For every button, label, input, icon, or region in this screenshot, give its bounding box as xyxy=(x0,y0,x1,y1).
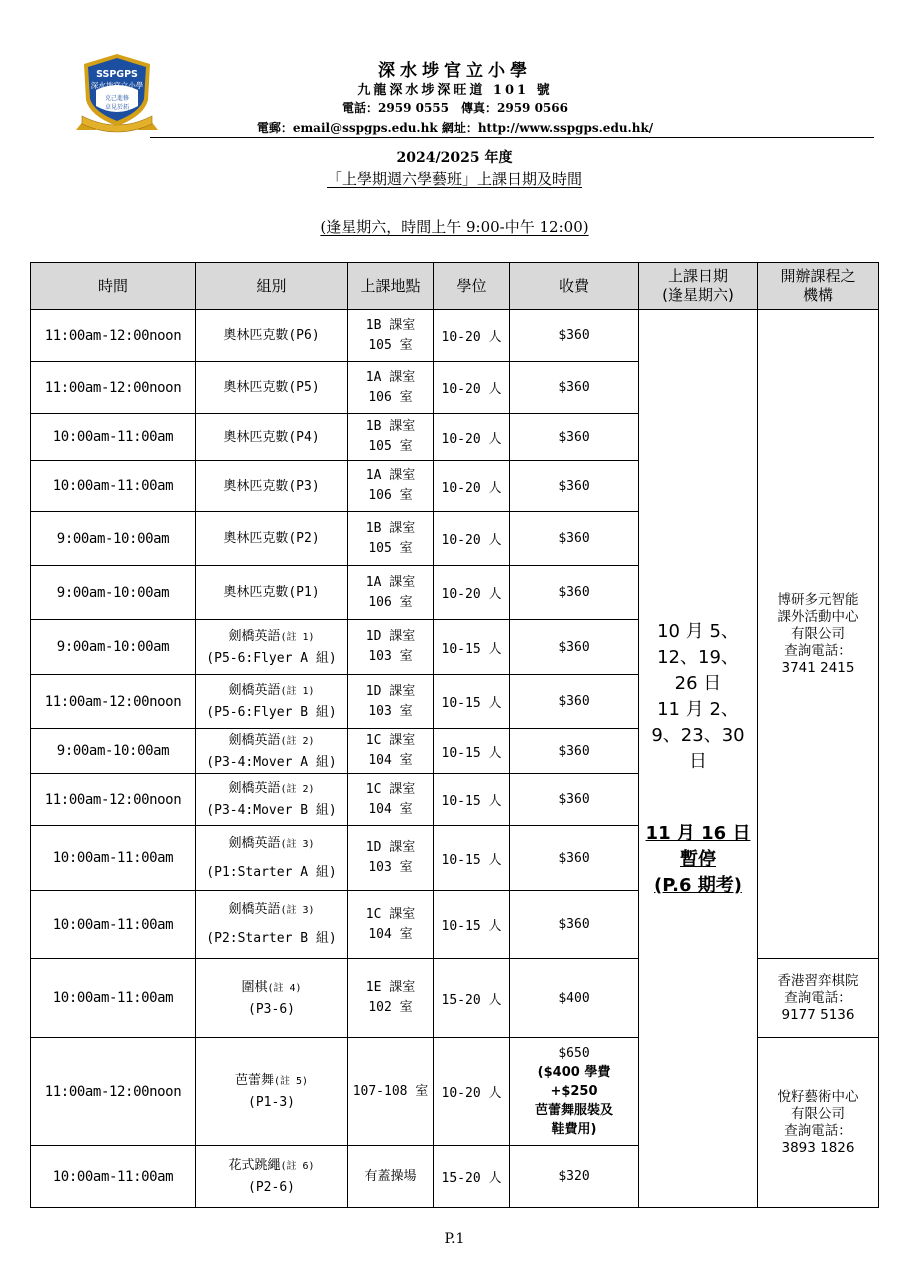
cell-group: 奧林匹克數(P2) xyxy=(196,512,348,566)
cell-location: 有蓋操場 xyxy=(348,1146,434,1208)
cell-fee: $650 ($400 學費 +$250 芭蕾舞服裝及 鞋費用) xyxy=(510,1038,639,1146)
cell-fee: $360 xyxy=(510,414,639,461)
col-header-group: 組別 xyxy=(196,263,348,310)
cell-location: 1B 課室 105 室 xyxy=(348,512,434,566)
cell-time: 10:00am-11:00am xyxy=(31,414,196,461)
col-header-time: 時間 xyxy=(31,263,196,310)
cell-places: 10-20 人 xyxy=(434,566,510,620)
cell-time: 11:00am-12:00noon xyxy=(31,1038,196,1146)
cell-group: 奧林匹克數(P6) xyxy=(196,310,348,362)
cell-fee: $360 xyxy=(510,774,639,826)
cell-fee: $360 xyxy=(510,891,639,959)
cell-places: 10-20 人 xyxy=(434,414,510,461)
cell-time: 11:00am-12:00noon xyxy=(31,774,196,826)
cell-time: 9:00am-10:00am xyxy=(31,729,196,774)
cell-places: 10-15 人 xyxy=(434,826,510,891)
cell-time: 10:00am-11:00am xyxy=(31,891,196,959)
col-header-dates: 上課日期 (逢星期六) xyxy=(639,263,758,310)
school-name: 深水埗官立小學 xyxy=(378,61,532,81)
cell-places: 10-20 人 xyxy=(434,461,510,512)
cell-time: 9:00am-10:00am xyxy=(31,620,196,675)
school-logo xyxy=(74,50,160,138)
table-row xyxy=(31,310,879,362)
cell-group: 圍棋(註 4) (P3-6) xyxy=(196,959,348,1038)
cell-location: 1C 課室 104 室 xyxy=(348,729,434,774)
cell-group: 奧林匹克數(P5) xyxy=(196,362,348,414)
organization-cell: 悅籽藝術中心 有限公司 查詢電話： 3893 1826 xyxy=(758,1038,879,1208)
cell-group: 劍橋英語(註 2) (P3-4:Mover A 組) xyxy=(196,729,348,774)
cell-fee: $360 xyxy=(510,826,639,891)
cell-time: 11:00am-12:00noon xyxy=(31,362,196,414)
cell-time: 10:00am-11:00am xyxy=(31,1146,196,1208)
cell-fee: $360 xyxy=(510,461,639,512)
cell-location: 1A 課室 106 室 xyxy=(348,362,434,414)
cell-places: 10-20 人 xyxy=(434,512,510,566)
col-header-places: 學位 xyxy=(434,263,510,310)
table-header-row xyxy=(31,263,879,310)
header-divider xyxy=(150,137,874,138)
class-dates-cell: 10 月 5、 12、19、 26 日 11 月 2、 9、23、30 日 11 月 16 日 暫停 (P.6 期考) xyxy=(639,310,758,1208)
organization-cell: 香港習弈棋院 查詢電話： 9177 5136 xyxy=(758,959,879,1038)
schedule-table xyxy=(30,262,879,1208)
cell-places: 10-20 人 xyxy=(434,1038,510,1146)
cell-group: 劍橋英語(註 2) (P3-4:Mover B 組) xyxy=(196,774,348,826)
cell-places: 10-15 人 xyxy=(434,675,510,729)
cell-places: 15-20 人 xyxy=(434,1146,510,1208)
organization-cell: 博研多元智能 課外活動中心 有限公司 查詢電話： 3741 2415 xyxy=(758,310,879,959)
cell-fee: $360 xyxy=(510,675,639,729)
cell-location: 1D 課室 103 室 xyxy=(348,675,434,729)
cell-time: 9:00am-10:00am xyxy=(31,566,196,620)
cell-group: 花式跳繩(註 6) (P2-6) xyxy=(196,1146,348,1208)
cell-places: 10-15 人 xyxy=(434,774,510,826)
cell-fee: $360 xyxy=(510,512,639,566)
cell-places: 10-20 人 xyxy=(434,310,510,362)
cell-time: 10:00am-11:00am xyxy=(31,959,196,1038)
cell-group: 奧林匹克數(P4) xyxy=(196,414,348,461)
cell-location: 1A 課室 106 室 xyxy=(348,566,434,620)
cell-places: 10-15 人 xyxy=(434,891,510,959)
col-header-location: 上課地點 xyxy=(348,263,434,310)
cell-fee: $360 xyxy=(510,566,639,620)
cell-group: 奧林匹克數(P3) xyxy=(196,461,348,512)
cell-places: 10-20 人 xyxy=(434,362,510,414)
cell-location: 1B 課室 105 室 xyxy=(348,414,434,461)
cell-fee: $360 xyxy=(510,362,639,414)
page-number: P.1 xyxy=(444,1231,465,1247)
cell-fee: $360 xyxy=(510,310,639,362)
cell-fee: $400 xyxy=(510,959,639,1038)
cell-location: 1B 課室 105 室 xyxy=(348,310,434,362)
academic-year: 2024/2025 年度 xyxy=(396,150,513,166)
document-title: 「上學期週六學藝班」上課日期及時間 xyxy=(326,170,582,188)
cell-time: 11:00am-12:00noon xyxy=(31,310,196,362)
cell-location: 1C 課室 104 室 xyxy=(348,774,434,826)
col-header-organization: 開辦課程之 機構 xyxy=(758,263,879,310)
cell-location: 1D 課室 103 室 xyxy=(348,826,434,891)
cell-location: 1C 課室 104 室 xyxy=(348,891,434,959)
cell-places: 10-15 人 xyxy=(434,620,510,675)
cell-places: 15-20 人 xyxy=(434,959,510,1038)
suspension-notice: 11 月 16 日 暫停 (P.6 期考) xyxy=(645,822,751,896)
cell-location: 1A 課室 106 室 xyxy=(348,461,434,512)
cell-group: 劍橋英語(註 1) (P5-6:Flyer A 組) xyxy=(196,620,348,675)
cell-time: 11:00am-12:00noon xyxy=(31,675,196,729)
cell-location: 107-108 室 xyxy=(348,1038,434,1146)
cell-fee: $360 xyxy=(510,729,639,774)
cell-group: 劍橋英語(註 1) (P5-6:Flyer B 組) xyxy=(196,675,348,729)
svg-text:克己進修: 克己進修 xyxy=(104,95,130,102)
cell-fee: $320 xyxy=(510,1146,639,1208)
cell-time: 10:00am-11:00am xyxy=(31,826,196,891)
school-address: 九龍深水埗深旺道 101 號 xyxy=(357,83,553,98)
logo-ring-text: SSPGPS xyxy=(96,69,138,80)
cell-places: 10-15 人 xyxy=(434,729,510,774)
col-header-fee: 收費 xyxy=(510,263,639,310)
school-phone-fax: 電話：2959 0555 傳真：2959 0566 xyxy=(342,101,568,115)
cell-location: 1E 課室 102 室 xyxy=(348,959,434,1038)
cell-location: 1D 課室 103 室 xyxy=(348,620,434,675)
cell-group: 芭蕾舞(註 5) (P1-3) xyxy=(196,1038,348,1146)
document-subtitle: (逢星期六，時間上午 9:00-中午 12:00) xyxy=(320,218,589,236)
cell-group: 奧林匹克數(P1) xyxy=(196,566,348,620)
cell-time: 10:00am-11:00am xyxy=(31,461,196,512)
cell-group: 劍橋英語(註 3) (P1:Starter A 組) xyxy=(196,826,348,891)
cell-fee: $360 xyxy=(510,620,639,675)
logo-inner-text: 深水埗官立小學 xyxy=(90,81,144,90)
cell-group: 劍橋英語(註 3) (P2:Starter B 組) xyxy=(196,891,348,959)
cell-time: 9:00am-10:00am xyxy=(31,512,196,566)
school-email-web: 電郵：email@sspgps.edu.hk 網址：http://www.sspgps.edu.hk/ xyxy=(256,121,654,135)
svg-text:卓見於拓: 卓見於拓 xyxy=(104,104,130,111)
